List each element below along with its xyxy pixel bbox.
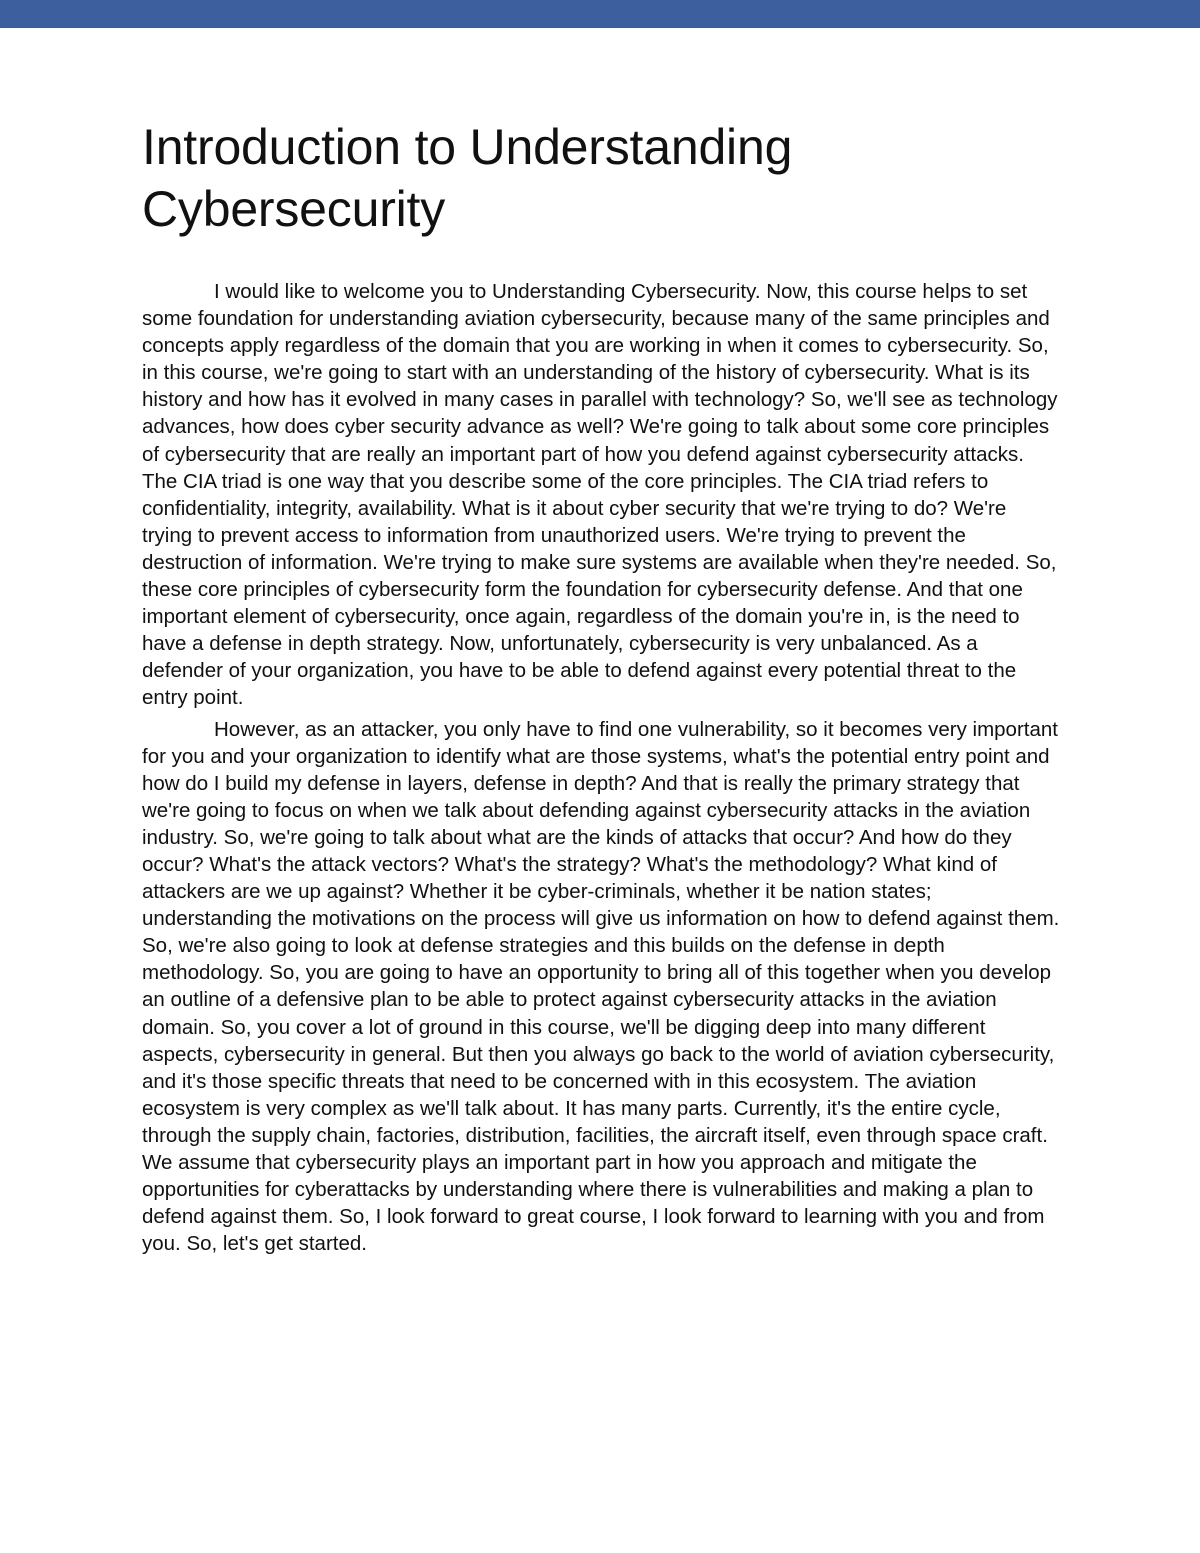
document-title: Introduction to Understanding Cybersecurity xyxy=(142,119,793,237)
header-bar xyxy=(0,0,1200,28)
paragraph-2: However, as an attacker, you only have to find one vulnerability, so it becomes very important for you and your organization to identify what are those systems, what's the potential entry point and how do I build my defense in layers, defense in depth? And that is really the primary strategy that we're going to focus on when we talk about defending against cybersecurity attacks in the aviation industry. So, we're going to talk about what are the kinds of attacks that occur? And how do they occur? What's the attack vectors? What's the strategy? What's the methodology? What kind of attackers are we up against? Whether it be cyber-criminals, whether it be nation states; understanding the motivations on the process will give us information on how to defend against them. So, we're also going to look at defense strategies and this builds on the defense in depth methodology. So, you are going to have an opportunity to bring all of this together when you develop an outline of a defensive plan to be able to protect against cybersecurity attacks in the aviation domain. So, you cover a lot of ground in this course, we'll be digging deep into many different aspects, cybersecurity in general. But then you always go back to the world of aviation cybersecurity, and it's those specific threats that need to be concerned with in this ecosystem. The aviation ecosystem is very complex as we'll talk about. It has many parts. Currently, it's the entire cycle, through the supply chain, factories, distribution, facilities, the aircraft itself, even through space craft. We assume that cybersecurity plays an important part in how you approach and mitigate the opportunities for cyberattacks by understanding where there is vulnerabilities and making a plan to defend against them. So, I look forward to great course, I look forward to learning with you and from you. So, let's get started. xyxy=(142,717,1060,1256)
document-page xyxy=(142,116,1062,1261)
document-body xyxy=(142,278,1062,1257)
paragraph-1: I would like to welcome you to Understanding Cybersecurity. Now, this course helps to set some foundation for understanding aviation cybersecurity, because many of the same principles and concepts apply regardless of the domain that you are working in when it comes to cybersecurity. So, in this course, we're going to start with an understanding of the history of cybersecurity. What is its history and how has it evolved in many cases in parallel with technology? So, we'll see as technology advances, how does cyber security advance as well? We're going to talk about some core principles of cybersecurity that are really an important part of how you defend against cybersecurity attacks. The CIA triad is one way that you describe some of the core principles. The CIA triad refers to confidentiality, integrity, availability. What is it about cyber security that we're trying to do? We're trying to prevent access to information from unauthorized users. We're trying to prevent the destruction of information. We're trying to make sure systems are available when they're needed. So, these core principles of cybersecurity form the foundation for cybersecurity defense. And that one important element of cybersecurity, once again, regardless of the domain you're in, is the need to have a defense in depth strategy. Now, unfortunately, cybersecurity is very unbalanced. As a defender of your organization, you have to be able to defend against every potential threat to the entry point. xyxy=(142,280,1058,710)
